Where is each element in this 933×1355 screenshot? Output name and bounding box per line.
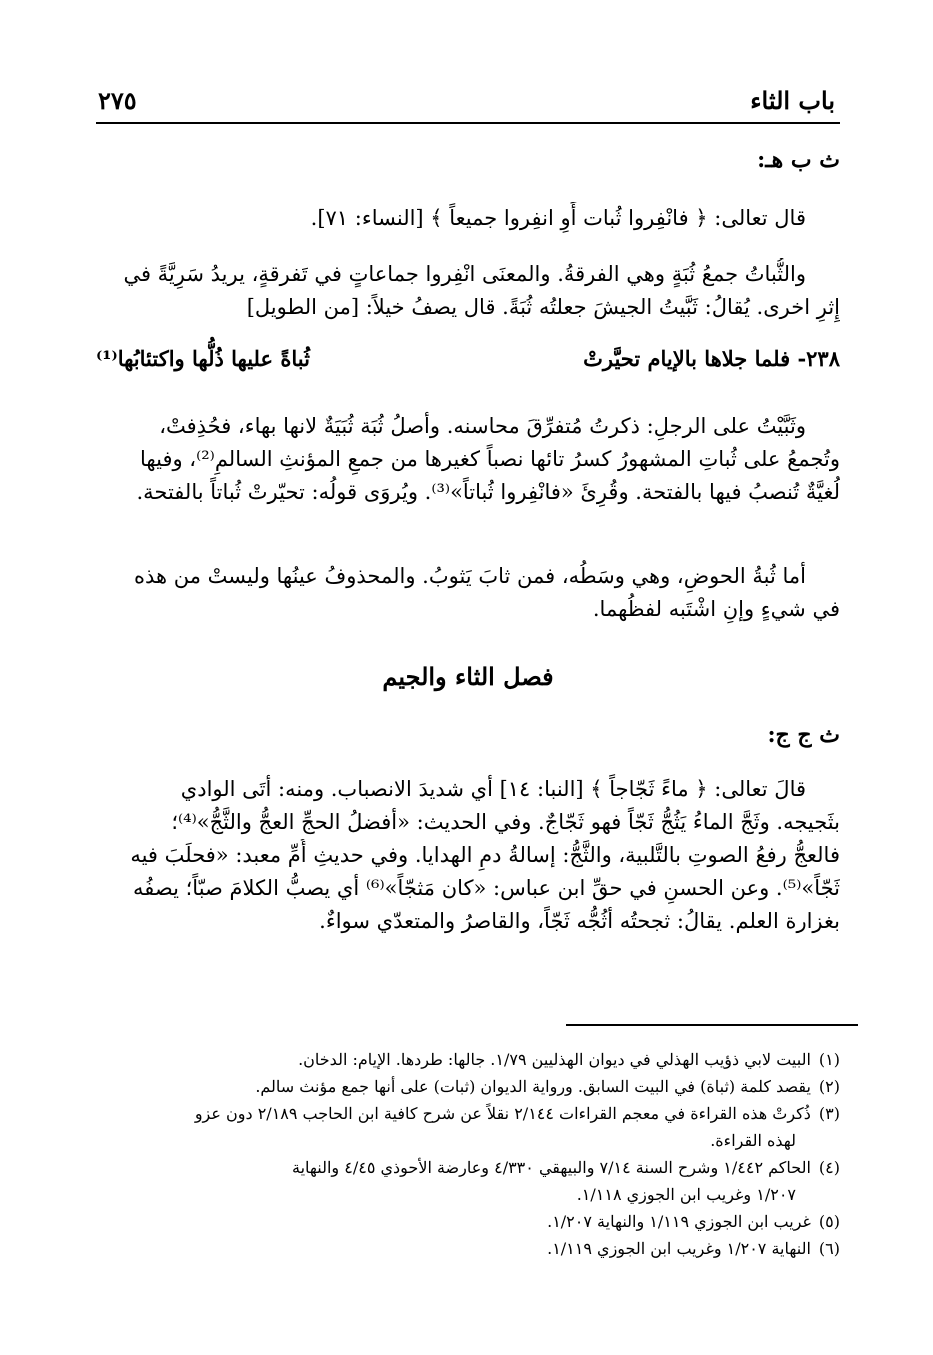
text-line: ثَجّاً»⁽⁵⁾. وعن الحسنِ في حقِّ ابن عباس: «كان مَثجّاً»⁽⁶⁾ أي يصبُّ الكلامَ صبّاً؛ يصفُه <box>133 876 840 900</box>
footnotes <box>96 1046 840 1262</box>
text-line: وثَبَّيْتُ على الرجلِ: ذكرتُ مُتفرِّقَ محاسنه. وأصلُ ثُبَة ثُبَيَةٌ لانها بهاء، فحُذِفتْ، <box>159 414 806 438</box>
text-line: قال تعالى: ﴿ فانْفِروا ثُبات أَوِ انفِروا جميعاً ﴾ [النساء: ٧١]. <box>310 206 806 230</box>
footnote <box>96 1100 840 1127</box>
text-line: وتُجمعُ على ثُباتِ المشهورُ كسرُ تائها نصباً كغيرها من جمعِ المؤنثِ السالمِ⁽²⁾، وفيها <box>140 447 840 471</box>
root-heading: ث ب هـ: <box>757 147 840 173</box>
entry1-paragraph-1 <box>96 202 840 235</box>
footnote <box>96 1046 840 1073</box>
text-line: قالَ تعالى: ﴿ ماءً ثَجّاجاً ﴾ [النبا: ١٤] أي شديدَ الانصباب. ومنه: أتَى الوادي <box>180 777 806 801</box>
text-line: لُغيَّةٌ تُنصبُ فيها بالفتحة. وقُرِئَ «فانْفِروا ثُباتاً»⁽³⁾. ويُروَى قولُه: تحيّرتْ ثُباتاً بالفتحة. <box>136 480 840 504</box>
chapter-header: باب الثاء <box>750 86 835 115</box>
verse-line <box>96 346 840 371</box>
text-line: والثُّباتُ جمعُ ثُبَةٍ وهي الفرقةُ. والمعنَى انْفِروا جماعاتٍ في تَفرقةٍ، يريدُ سَرِيَّةً في <box>123 262 806 286</box>
text-line: إِثرِ اخرى. يُقالُ: ثَبَّيتُ الجيشَ جعلتُه ثُبَةً. قال يصفُ خيلاً: [من الطويل] <box>246 295 840 319</box>
verse-first-hemistich <box>583 346 840 371</box>
footnote-text: الحاكم ١/٤٤٢ وشرح السنة ٧/١٤ والبيهقي ٤/٣٣٠ وعارضة الأحوذي ٤/٤٥ والنهاية <box>292 1158 811 1177</box>
text-line: أما ثُبةُ الحوضِ، وهي وسَطُه، فمن ثابَ يَثوبُ. والمحذوفُ عينُها وليستْ من هذه <box>133 564 806 588</box>
footnote <box>96 1235 840 1262</box>
footnote-divider <box>566 1024 858 1026</box>
footnote-continuation <box>96 1127 840 1154</box>
footnote-number: (٣) <box>818 1104 840 1123</box>
footnote-number: (٢) <box>818 1077 840 1096</box>
entry1-paragraph-2 <box>96 258 840 324</box>
footnote-number: (٤) <box>818 1158 840 1177</box>
entry1-paragraph-3 <box>96 410 840 509</box>
footnote-text: يقصد كلمة (ثباة) في البيت السابق. ورواية الديوان (ثبات) على أنها جمع مؤنث سالم. <box>255 1077 811 1096</box>
header-divider <box>96 122 840 124</box>
verse-second-hemistich: ثُباةً عليها ذُلُّها واكتئابُها⁽¹⁾ <box>96 346 310 371</box>
verse-number: ٢٣٨- <box>797 346 840 371</box>
section-title: فصل الثاء والجيم <box>382 662 554 691</box>
footnote-number: (٦) <box>818 1239 840 1258</box>
root-heading: ث ج ج: <box>767 722 840 748</box>
footnote-text: النهاية ١/٢٠٧ وغريب ابن الجوزي ١/١١٩. <box>547 1239 811 1258</box>
footnote-continuation <box>96 1181 840 1208</box>
footnote <box>96 1073 840 1100</box>
text-line: في شيءٍ وإنِ اشْتَبه لفظُهما. <box>592 597 840 621</box>
footnote <box>96 1154 840 1181</box>
footnote-text: البيت لابي ذؤيب الهذلي في ديوان الهذليين ١/٧٩. جالها: طردها. الإيام: الدخان. <box>298 1050 811 1069</box>
footnote-text: لهذه القراءة. <box>710 1131 796 1150</box>
text-line: بثَجيجه. وثَجَّ الماءُ يَثُجُّ ثَجّاً فهو ثَجّاجٌ. وفي الحديث: «أفضلُ الحجِّ العجُّ والثَّجُّ»⁽⁴⁾؛ <box>171 810 840 834</box>
text-line: بغزارة العلم. يقالُ: ثجحتُه أثُجُّه ثَجّاً، والقاصرُ والمتعدّي سواءٌ. <box>319 909 840 933</box>
footnote-number: (١) <box>818 1050 840 1069</box>
entry-tha-ba-ha <box>96 147 840 173</box>
verse-first-text: فلما جلاها بالإيام تحيَّرتْ <box>583 346 791 371</box>
entry2-paragraph <box>96 773 840 938</box>
footnote-text: ١/٢٠٧ وغريب ابن الجوزي ١/١١٨. <box>576 1185 796 1204</box>
poem-verse <box>96 346 840 371</box>
page-number: ٢٧٥ <box>98 86 137 115</box>
text-line: فالعجُّ رفعُ الصوتِ بالتَّلبية، والثَّجُّ: إسالةُ دمِ الهدايا. وفي حديثِ أُمِّ معبد: «فحلَبَ فيه <box>130 843 840 867</box>
footnote-text: ذُكرتْ هذه القراءة في معجم القراءات ٢/١٤٤ نقلاً عن شرح كافية ابن الحاجب ٢/١٨٩ دون عزو <box>194 1104 811 1123</box>
footnote <box>96 1208 840 1235</box>
entry-tha-jim-jim <box>96 722 840 748</box>
footnote-number: (٥) <box>818 1212 840 1231</box>
entry1-paragraph-4 <box>96 560 840 626</box>
footnote-text: غريب ابن الجوزي ١/١١٩ والنهاية ١/٢٠٧. <box>547 1212 811 1231</box>
